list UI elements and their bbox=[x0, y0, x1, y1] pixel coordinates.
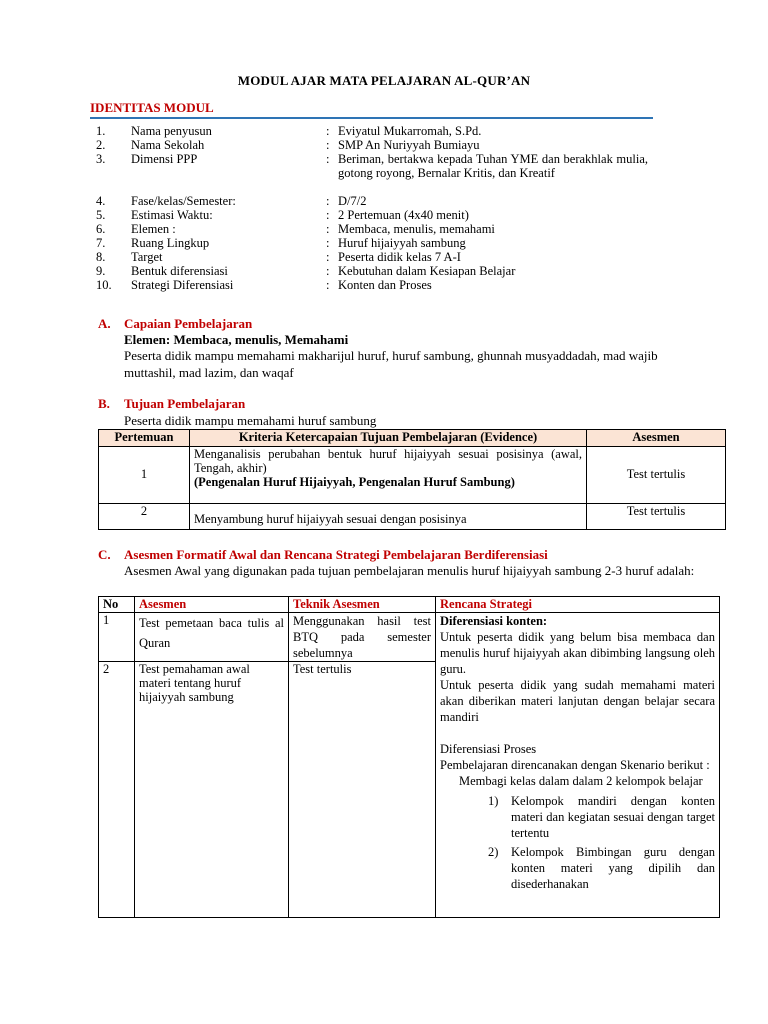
row-value: D/7/2 bbox=[338, 194, 367, 208]
cell-pertemuan: 2 bbox=[99, 504, 190, 530]
row-number: 5. bbox=[96, 208, 106, 222]
header-rencana: Rencana Strategi bbox=[436, 597, 720, 613]
table-row bbox=[99, 447, 726, 504]
cell-asesmen: Test tertulis bbox=[587, 447, 726, 504]
page-title: MODUL AJAR MATA PELAJARAN AL-QUR’AN bbox=[237, 73, 531, 88]
row-separator: : bbox=[326, 250, 330, 264]
row-label: Strategi Diferensiasi bbox=[131, 278, 234, 292]
row-number: 4. bbox=[96, 194, 106, 208]
row-separator: : bbox=[326, 278, 330, 292]
row-value: 2 Pertemuan (4x40 menit) bbox=[338, 208, 469, 222]
row-number: 3. bbox=[96, 152, 106, 166]
row-number: 10. bbox=[96, 278, 112, 292]
row-separator: : bbox=[326, 138, 330, 152]
row-value: Konten dan Proses bbox=[338, 278, 432, 292]
cell-kriteria bbox=[190, 447, 587, 504]
header-teknik: Teknik Asesmen bbox=[289, 597, 436, 613]
header-asesmen: Asesmen bbox=[135, 597, 289, 613]
list-number: 2) bbox=[488, 845, 499, 859]
row-value: SMP An Nuriyyah Bumiayu bbox=[338, 138, 480, 152]
cell-teknik: Menggunakan hasil test BTQ pada semester sebelumnya bbox=[289, 613, 436, 662]
header-kriteria: Kriteria Ketercapaian Tujuan Pembelajaran (Evidence) bbox=[190, 430, 587, 447]
konten-text-2: Untuk peserta didik yang sudah memahami materi akan diberikan materi lanjutan dengan belajar secara mandiri bbox=[440, 678, 715, 724]
proses-intro: Pembelajaran direncanakan dengan Skenario berikut : bbox=[440, 758, 710, 772]
row-separator: : bbox=[326, 152, 330, 166]
row-separator: : bbox=[326, 208, 330, 222]
konten-text-1: Untuk peserta didik yang belum bisa membaca dan menulis huruf hijaiyyah akan dibimbing langsung oleh guru. bbox=[440, 630, 715, 676]
row-label: Estimasi Waktu: bbox=[131, 208, 213, 222]
header-asesmen: Asesmen bbox=[587, 430, 726, 447]
section-title: Capaian Pembelajaran bbox=[124, 316, 253, 331]
section-letter: A. bbox=[98, 316, 111, 331]
row-separator: : bbox=[326, 264, 330, 278]
identitas-row bbox=[96, 236, 656, 250]
table-header-row bbox=[99, 597, 720, 613]
row-separator: : bbox=[326, 222, 330, 236]
kriteria-text: Menganalisis perubahan bentuk huruf hijaiyyah sesuai posisinya (awal, Tengah, akhir) bbox=[194, 447, 582, 475]
section-letter: B. bbox=[98, 396, 110, 411]
row-number: 9. bbox=[96, 264, 106, 278]
header-no: No bbox=[99, 597, 135, 613]
row-value: Huruf hijaiyyah sambung bbox=[338, 236, 466, 250]
identitas-row bbox=[96, 194, 656, 208]
asesmen-table bbox=[98, 596, 720, 918]
identitas-heading: IDENTITAS MODUL bbox=[90, 100, 214, 115]
section-letter: C. bbox=[98, 547, 111, 562]
konten-title: Diferensiasi konten: bbox=[440, 614, 548, 628]
row-value: Kebutuhan dalam Kesiapan Belajar bbox=[338, 264, 516, 278]
row-label: Elemen : bbox=[131, 222, 176, 236]
section-a-subheading: Elemen: Membaca, menulis, Memahami bbox=[124, 332, 349, 347]
row-number: 7. bbox=[96, 236, 106, 250]
section-title: Asesmen Formatif Awal dan Rencana Strategi Pembelajaran Berdiferensiasi bbox=[124, 547, 548, 562]
row-label: Bentuk diferensiasi bbox=[131, 264, 228, 278]
list-number: 1) bbox=[488, 794, 499, 808]
section-a-heading bbox=[98, 316, 252, 332]
row-label: Ruang Lingkup bbox=[131, 236, 210, 250]
section-b-text: Peserta didik mampu memahami huruf sambung bbox=[124, 413, 377, 428]
row-label: Target bbox=[131, 250, 163, 264]
row-value: Eviyatul Mukarromah, S.Pd. bbox=[338, 124, 482, 138]
cell-kriteria: Menyambung huruf hijaiyyah sesuai dengan posisinya bbox=[190, 504, 587, 530]
row-label: Nama Sekolah bbox=[131, 138, 205, 152]
list-text: Kelompok mandiri dengan konten materi dan kegiatan sesuai dengan target tertentu bbox=[511, 794, 715, 840]
cell-asesmen: Test tertulis bbox=[587, 504, 726, 530]
row-separator: : bbox=[326, 194, 330, 208]
row-label: Dimensi PPP bbox=[131, 152, 198, 166]
cell-rencana-strategi bbox=[436, 613, 720, 918]
row-separator: : bbox=[326, 236, 330, 250]
cell-no: 2 bbox=[99, 662, 135, 918]
table-header-row bbox=[99, 430, 726, 447]
list-text: Kelompok Bimbingan guru dengan konten materi yang dipilih dan disederhanakan bbox=[511, 845, 715, 891]
identitas-row bbox=[96, 250, 656, 264]
heading-underline bbox=[90, 117, 653, 119]
identitas-row bbox=[96, 208, 656, 222]
section-title: Tujuan Pembelajaran bbox=[124, 396, 246, 411]
header-pertemuan: Pertemuan bbox=[99, 430, 190, 447]
identitas-row bbox=[96, 124, 656, 138]
identitas-row bbox=[96, 222, 656, 236]
row-number: 1. bbox=[96, 124, 106, 138]
list-item bbox=[440, 844, 715, 892]
section-c-text: Asesmen Awal yang digunakan pada tujuan pembelajaran menulis huruf hijaiyyah sambung 2-3 huruf adalah: bbox=[124, 563, 695, 578]
identitas-row bbox=[96, 264, 656, 278]
row-separator: : bbox=[326, 124, 330, 138]
proses-title: Diferensiasi Proses bbox=[440, 742, 537, 756]
tujuan-table bbox=[98, 429, 726, 530]
row-number: 2. bbox=[96, 138, 106, 152]
proses-sub: Membagi kelas dalam dalam 2 kelompok belajar bbox=[459, 774, 703, 788]
table-row bbox=[99, 613, 720, 662]
cell-asesmen: Test pemahaman awal materi tentang huruf hijaiyyah sambung bbox=[135, 662, 289, 918]
section-a-text: Peserta didik mampu memahami makharijul huruf, huruf sambung, ghunnah musyaddadah, mad wajib muttashil, mad lazim, dan waqaf bbox=[124, 348, 658, 380]
kriteria-bold-text: (Pengenalan Huruf Hijaiyyah, Pengenalan Huruf Sambung) bbox=[194, 475, 515, 489]
cell-no: 1 bbox=[99, 613, 135, 662]
list-item bbox=[440, 793, 715, 841]
row-label: Nama penyusun bbox=[131, 124, 212, 138]
cell-pertemuan: 1 bbox=[99, 447, 190, 504]
table-row bbox=[99, 504, 726, 530]
identitas-row bbox=[96, 278, 656, 292]
row-label: Fase/kelas/Semester: bbox=[131, 194, 236, 208]
row-number: 8. bbox=[96, 250, 106, 264]
row-value: Membaca, menulis, memahami bbox=[338, 222, 495, 236]
cell-teknik: Test tertulis bbox=[289, 662, 436, 918]
row-value: Peserta didik kelas 7 A-I bbox=[338, 250, 461, 264]
row-number: 6. bbox=[96, 222, 106, 236]
identitas-row bbox=[96, 138, 656, 152]
dimensi-ppp-value: Beriman, bertakwa kepada Tuhan YME dan berakhlak mulia, gotong royong, Bernalar Kritis, dan Kreatif bbox=[338, 152, 648, 180]
section-b-heading bbox=[98, 396, 245, 412]
section-c-heading bbox=[98, 547, 548, 563]
cell-asesmen: Test pemetaan baca tulis al Quran bbox=[135, 613, 289, 662]
